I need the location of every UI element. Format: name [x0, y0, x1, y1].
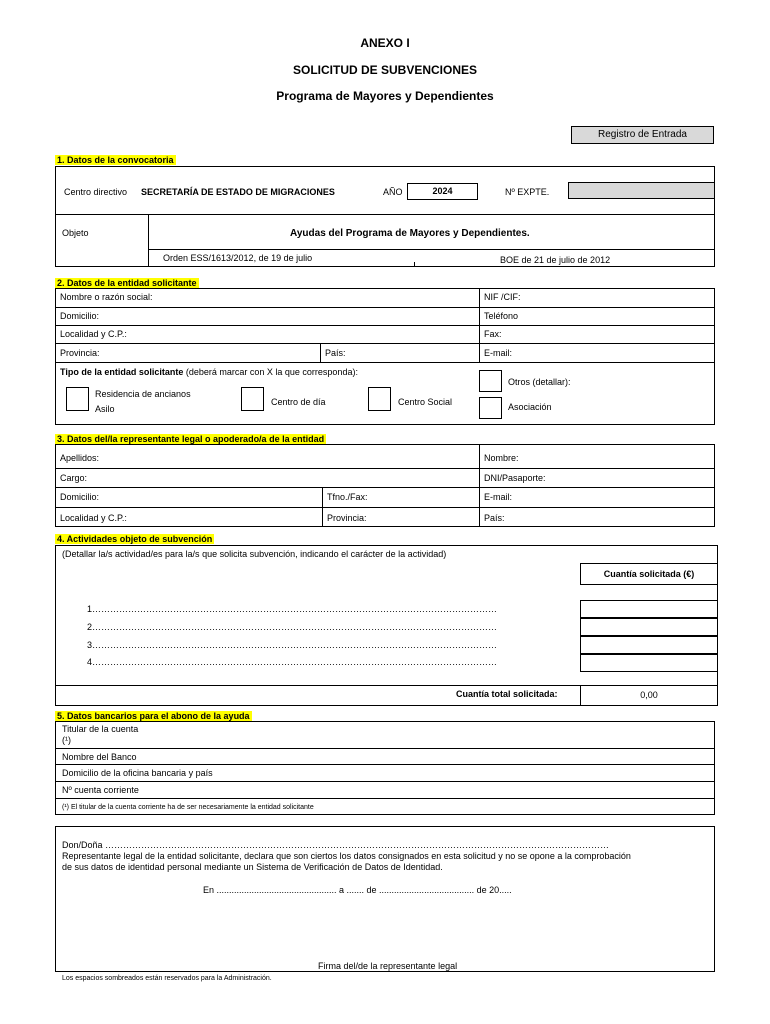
- centro-dia-label: Centro de día: [271, 397, 326, 407]
- cuantia-4-field[interactable]: [580, 654, 718, 672]
- lugar-fecha-field[interactable]: En ................................................ a ....... de ...................................... de 20.....: [203, 885, 512, 895]
- anexo-title: ANEXO I: [360, 36, 410, 50]
- banco-field[interactable]: Nombre del Banco: [62, 752, 137, 762]
- footer-note: Los espacios sombreados están reservados para la Administración.: [62, 975, 272, 982]
- centro-social-checkbox[interactable]: [368, 387, 391, 411]
- total-value: 0,00: [580, 685, 718, 706]
- don-dona-field[interactable]: Don/Doña ……………………………………………………………………………………………………………………………………………………: [62, 840, 610, 850]
- section-5-heading: 5. Datos bancarios para el abono de la ayuda: [57, 711, 250, 721]
- entidad-domicilio-field[interactable]: Domicilio:: [60, 311, 100, 321]
- rep-localidad-field[interactable]: Localidad y C.P.:: [60, 513, 127, 523]
- entidad-pais-field[interactable]: País:: [325, 348, 346, 358]
- rep-tfno-field[interactable]: Tfno./Fax:: [327, 492, 368, 502]
- tipo-entidad-label: Tipo de la entidad solicitante (deberá marcar con X la que corresponda):: [60, 367, 358, 377]
- rep-nombre-field[interactable]: Nombre:: [484, 453, 519, 463]
- entidad-email-field[interactable]: E-mail:: [484, 348, 513, 358]
- otros-label: Otros (detallar):: [508, 377, 571, 387]
- actividad-2-field[interactable]: 2………………………………………………………………………………………………………………………: [87, 622, 498, 632]
- titular-field[interactable]: Titular de la cuenta: [62, 724, 139, 734]
- cuenta-field[interactable]: Nº cuenta corriente: [62, 785, 139, 795]
- entidad-telefono-field[interactable]: Teléfono: [484, 311, 519, 321]
- rep-cargo-field[interactable]: Cargo:: [60, 473, 88, 483]
- entidad-provincia-field[interactable]: Provincia:: [60, 348, 100, 358]
- objeto-label: Objeto: [62, 228, 89, 238]
- document-title: SOLICITUD DE SUBVENCIONES: [292, 63, 478, 77]
- cuantia-1-field[interactable]: [580, 600, 718, 618]
- objeto-value: Ayudas del Programa de Mayores y Dependientes.: [290, 228, 530, 239]
- programa-title: Programa de Mayores y Dependientes: [276, 89, 494, 103]
- rep-pais-field[interactable]: País:: [484, 513, 505, 523]
- cuantia-2-field[interactable]: [580, 618, 718, 636]
- rep-dni-field[interactable]: DNI/Pasaporte:: [484, 473, 546, 483]
- rep-provincia-field[interactable]: Provincia:: [327, 513, 367, 523]
- entidad-nif-field[interactable]: NIF /CIF:: [484, 292, 521, 302]
- boe-text: BOE de 21 de julio de 2012: [500, 255, 611, 265]
- actividades-detalle: (Detallar la/s actividad/es para la/s que solicita subvención, indicando el carácter de la actividad): [62, 549, 447, 559]
- residencia-label: Residencia de ancianos: [95, 389, 191, 399]
- otros-checkbox[interactable]: [479, 370, 502, 392]
- rep-apellidos-field[interactable]: Apellidos:: [60, 453, 100, 463]
- orden-text: Orden ESS/1613/2012, de 19 de julio: [163, 253, 313, 263]
- anio-label: AÑO: [383, 187, 403, 197]
- section-2-heading: 2. Datos de la entidad solicitante: [57, 278, 197, 288]
- section-4-heading: 4. Actividades objeto de subvención: [57, 534, 213, 544]
- asociacion-checkbox[interactable]: [479, 397, 502, 419]
- entidad-localidad-field[interactable]: Localidad y C.P.:: [60, 329, 127, 339]
- rep-email-field[interactable]: E-mail:: [484, 492, 513, 502]
- firma-label: Firma del/de la representante legal: [318, 961, 458, 971]
- cuantia-3-field[interactable]: [580, 636, 718, 654]
- centro-directivo-label: Centro directivo: [64, 187, 128, 197]
- centro-social-label: Centro Social: [398, 397, 453, 407]
- expte-label: Nº EXPTE.: [505, 187, 550, 197]
- registro-entrada-box: Registro de Entrada: [571, 126, 714, 144]
- declaracion-texto-2: de sus datos de identidad personal mediante un Sistema de Verificación de Datos de Identidad.: [62, 862, 443, 872]
- total-label: Cuantía total solicitada:: [456, 689, 558, 699]
- actividad-3-field[interactable]: 3………………………………………………………………………………………………………………………: [87, 640, 498, 650]
- entidad-nombre-field[interactable]: Nombre o razón social:: [60, 292, 153, 302]
- section-3-box: [55, 444, 715, 527]
- section-3-heading: 3. Datos del/la representante legal o apoderado/a de la entidad: [57, 434, 325, 444]
- centro-directivo-value: SECRETARÍA DE ESTADO DE MIGRACIONES: [141, 187, 335, 197]
- entidad-fax-field[interactable]: Fax:: [484, 329, 502, 339]
- expte-field: [568, 182, 715, 199]
- oficina-field[interactable]: Domicilio de la oficina bancaria y país: [62, 768, 213, 778]
- actividad-4-field[interactable]: 4………………………………………………………………………………………………………………………: [87, 657, 498, 667]
- actividad-1-field[interactable]: 1………………………………………………………………………………………………………………………: [87, 604, 498, 614]
- anio-field[interactable]: 2024: [407, 183, 478, 200]
- centro-dia-checkbox[interactable]: [241, 387, 264, 411]
- asociacion-label: Asociación: [508, 402, 552, 412]
- rep-domicilio-field[interactable]: Domicilio:: [60, 492, 100, 502]
- residencia-checkbox[interactable]: [66, 387, 89, 411]
- cuantia-header: Cuantía solicitada (€): [580, 563, 718, 585]
- titular-note: (¹): [62, 735, 71, 745]
- declaracion-texto-1: Representante legal de la entidad solicitante, declara que son ciertos los datos consignados en esta solicitud y no se opone a la comprobación: [62, 851, 631, 861]
- asilo-label: Asilo: [95, 404, 115, 414]
- titular-nota: (¹) El titular de la cuenta corriente ha de ser necesariamente la entidad solicitante: [62, 804, 314, 811]
- section-1-heading: 1. Datos de la convocatoria: [57, 155, 174, 165]
